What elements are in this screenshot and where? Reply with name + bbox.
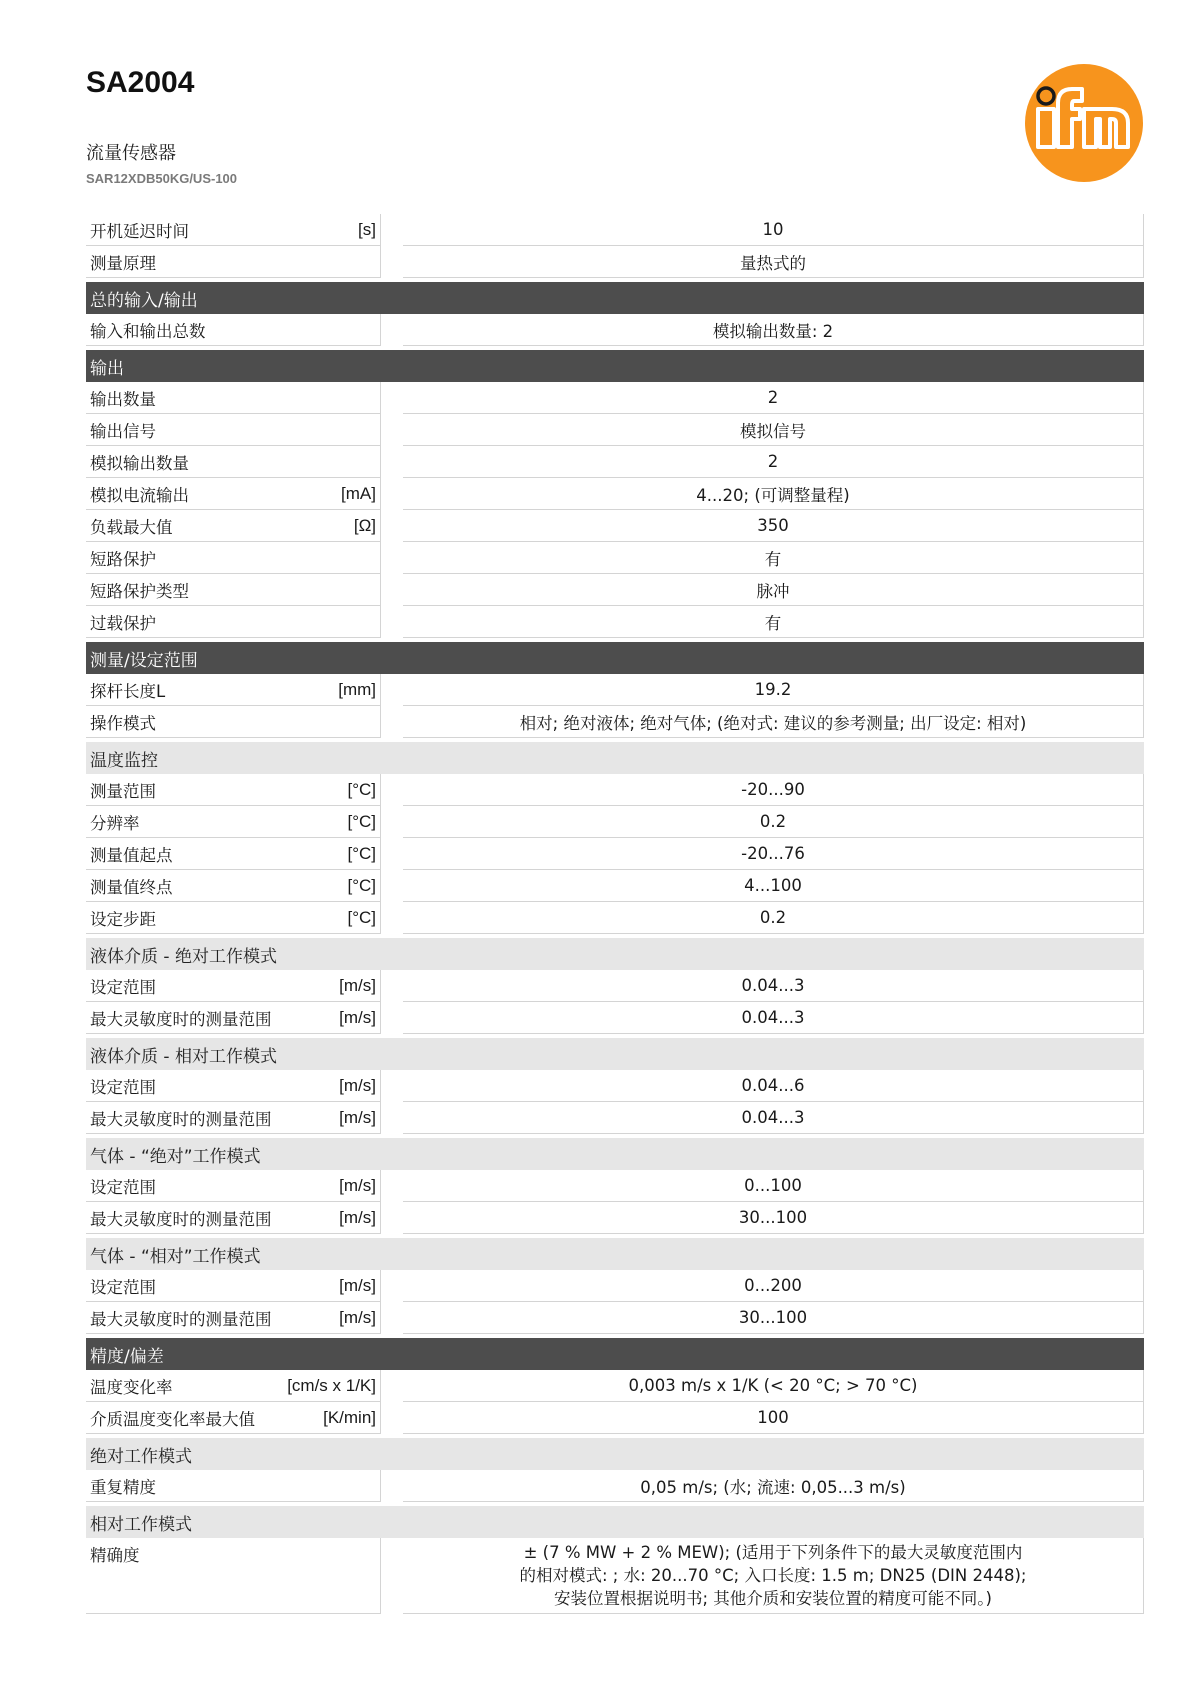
- row-value: -20...90: [403, 774, 1144, 806]
- row-label: 短路保护: [90, 549, 156, 569]
- row-value: 0...200: [403, 1270, 1144, 1302]
- value-line: 的相对模式: ; 水: 20...70 °C; 入口长度: 1.5 m; DN25 (DIN 2448);: [519, 1566, 1027, 1585]
- row-label: 输出数量: [90, 389, 156, 409]
- table-row: [86, 774, 1144, 806]
- row-unit: [°C]: [347, 843, 376, 863]
- table-row: [86, 1402, 1144, 1434]
- row-label: 负载最大值: [90, 517, 173, 537]
- row-unit: [m/s]: [339, 1075, 376, 1095]
- row-label: 设定范围: [90, 1077, 156, 1097]
- row-label: 输出信号: [90, 421, 156, 441]
- row-label: 最大灵敏度时的测量范围: [90, 1109, 272, 1129]
- row-label: 设定步距: [90, 909, 156, 929]
- subsection-header-relative-mode: 相对工作模式: [86, 1506, 1144, 1538]
- section-header-io: 总的输入/输出: [86, 282, 1144, 314]
- row-value: 0.04...3: [403, 970, 1144, 1002]
- section-header-measuring-range: 测量/设定范围: [86, 642, 1144, 674]
- row-label: 精确度: [90, 1546, 140, 1565]
- row-label: 最大灵敏度时的测量范围: [90, 1009, 272, 1029]
- row-value: 30...100: [403, 1202, 1144, 1234]
- row-unit: [m/s]: [339, 1307, 376, 1327]
- row-label: 模拟电流输出: [90, 485, 189, 505]
- row-value: 0.04...3: [403, 1002, 1144, 1034]
- row-value: 0,05 m/s; (水; 流速: 0,05...3 m/s): [403, 1470, 1144, 1502]
- row-value: 0.2: [403, 902, 1144, 934]
- table-row: [86, 478, 1144, 510]
- table-row: [86, 1202, 1144, 1234]
- row-unit: [K/min]: [323, 1407, 376, 1427]
- table-row: [86, 382, 1144, 414]
- row-unit: [m/s]: [339, 1007, 376, 1027]
- row-unit: [Ω]: [353, 515, 376, 535]
- row-unit: [°C]: [347, 907, 376, 927]
- subsection-header-gas-absolute: 气体 - “绝对”工作模式: [86, 1138, 1144, 1170]
- product-subtitle: 流量传感器: [86, 143, 176, 164]
- row-label: 重复精度: [90, 1477, 156, 1497]
- table-row: [86, 1270, 1144, 1302]
- row-value: 19.2: [403, 674, 1144, 706]
- row-unit: [mm]: [338, 679, 376, 699]
- row-unit: [m/s]: [339, 1175, 376, 1195]
- row-value: 模拟信号: [403, 414, 1144, 446]
- table-row: [86, 902, 1144, 934]
- row-unit: [m/s]: [339, 1207, 376, 1227]
- row-value: 0.2: [403, 806, 1144, 838]
- row-value: 10: [403, 214, 1144, 246]
- table-row: [86, 542, 1144, 574]
- section-header-outputs: 输出: [86, 350, 1144, 382]
- row-value: 0.04...3: [403, 1102, 1144, 1134]
- row-value: 量热式的: [403, 246, 1144, 278]
- table-row: [86, 606, 1144, 638]
- table-row: [86, 214, 1144, 246]
- row-value: 4...20; (可调整量程): [403, 478, 1144, 510]
- row-label: 输入和输出总数: [90, 321, 206, 341]
- table-row: [86, 1302, 1144, 1334]
- row-label: 最大灵敏度时的测量范围: [90, 1209, 272, 1229]
- table-row: [86, 574, 1144, 606]
- row-unit: [m/s]: [339, 1275, 376, 1295]
- table-row: [86, 970, 1144, 1002]
- row-value: 有: [403, 606, 1144, 638]
- table-row: [86, 838, 1144, 870]
- row-value: 30...100: [403, 1302, 1144, 1334]
- table-row: [86, 246, 1144, 278]
- row-value: [403, 1538, 1144, 1614]
- row-value: 0...100: [403, 1170, 1144, 1202]
- table-row: [86, 674, 1144, 706]
- row-label: 分辨率: [90, 813, 140, 833]
- row-label: 设定范围: [90, 1277, 156, 1297]
- row-value: 2: [403, 446, 1144, 478]
- table-row: [86, 1102, 1144, 1134]
- row-value: 350: [403, 510, 1144, 542]
- subsection-header-temperature: 温度监控: [86, 742, 1144, 774]
- row-label: 测量值终点: [90, 877, 173, 897]
- value-line: ± (7 % MW + 2 % MEW); (适用于下列条件下的最大灵敏度范围内: [523, 1543, 1023, 1562]
- row-label: 开机延迟时间: [90, 221, 189, 241]
- row-value: 0.04...6: [403, 1070, 1144, 1102]
- spec-table: [86, 214, 1144, 1614]
- row-label: 设定范围: [90, 977, 156, 997]
- row-label: 操作模式: [90, 713, 156, 733]
- product-title: SA2004: [86, 66, 195, 99]
- table-row: [86, 446, 1144, 478]
- article-number: SAR12XDB50KG/US-100: [86, 171, 238, 186]
- ifm-logo: [1024, 63, 1144, 183]
- row-value: -20...76: [403, 838, 1144, 870]
- subsection-header-liquid-relative: 液体介质 - 相对工作模式: [86, 1038, 1144, 1070]
- row-value: 100: [403, 1402, 1144, 1434]
- row-value: 2: [403, 382, 1144, 414]
- row-unit: [°C]: [347, 811, 376, 831]
- section-header-accuracy: 精度/偏差: [86, 1338, 1144, 1370]
- row-label: 探杆长度L: [90, 681, 166, 701]
- row-unit: [mA]: [341, 483, 376, 503]
- row-label: 最大灵敏度时的测量范围: [90, 1309, 272, 1329]
- subsection-header-liquid-absolute: 液体介质 - 绝对工作模式: [86, 938, 1144, 970]
- table-row: [86, 1470, 1144, 1502]
- row-value: 0,003 m/s x 1/K (< 20 °C; > 70 °C): [403, 1370, 1144, 1402]
- row-value: 有: [403, 542, 1144, 574]
- table-row: [86, 706, 1144, 738]
- table-row: [86, 1002, 1144, 1034]
- table-row: [86, 510, 1144, 542]
- row-label: 温度变化率: [90, 1377, 173, 1397]
- row-unit: [s]: [358, 219, 376, 239]
- row-label: 介质温度变化率最大值: [90, 1409, 255, 1429]
- table-row: [86, 1538, 1144, 1614]
- table-row: [86, 870, 1144, 902]
- table-row: [86, 314, 1144, 346]
- row-label: 测量范围: [90, 781, 156, 801]
- table-row: [86, 1170, 1144, 1202]
- row-value: 脉冲: [403, 574, 1144, 606]
- table-row: [86, 806, 1144, 838]
- row-label: 模拟输出数量: [90, 453, 189, 473]
- row-value: 4...100: [403, 870, 1144, 902]
- row-label: 测量原理: [90, 253, 156, 273]
- row-unit: [°C]: [347, 875, 376, 895]
- row-value: 模拟输出数量: 2: [403, 314, 1144, 346]
- row-label: 过载保护: [90, 613, 156, 633]
- value-line: 安装位置根据说明书; 其他介质和安装位置的精度可能不同。): [554, 1589, 992, 1608]
- row-unit: [m/s]: [339, 975, 376, 995]
- subsection-header-gas-relative: 气体 - “相对”工作模式: [86, 1238, 1144, 1270]
- table-row: [86, 414, 1144, 446]
- row-unit: [°C]: [347, 779, 376, 799]
- row-unit: [cm/s x 1/K]: [287, 1375, 376, 1395]
- table-row: [86, 1370, 1144, 1402]
- row-label: 测量值起点: [90, 845, 173, 865]
- subsection-header-absolute-mode: 绝对工作模式: [86, 1438, 1144, 1470]
- row-unit: [m/s]: [339, 1107, 376, 1127]
- row-label: 设定范围: [90, 1177, 156, 1197]
- table-row: [86, 1070, 1144, 1102]
- row-value: 相对; 绝对液体; 绝对气体; (绝对式: 建议的参考测量; 出厂设定: 相对): [403, 706, 1144, 738]
- row-label: 短路保护类型: [90, 581, 189, 601]
